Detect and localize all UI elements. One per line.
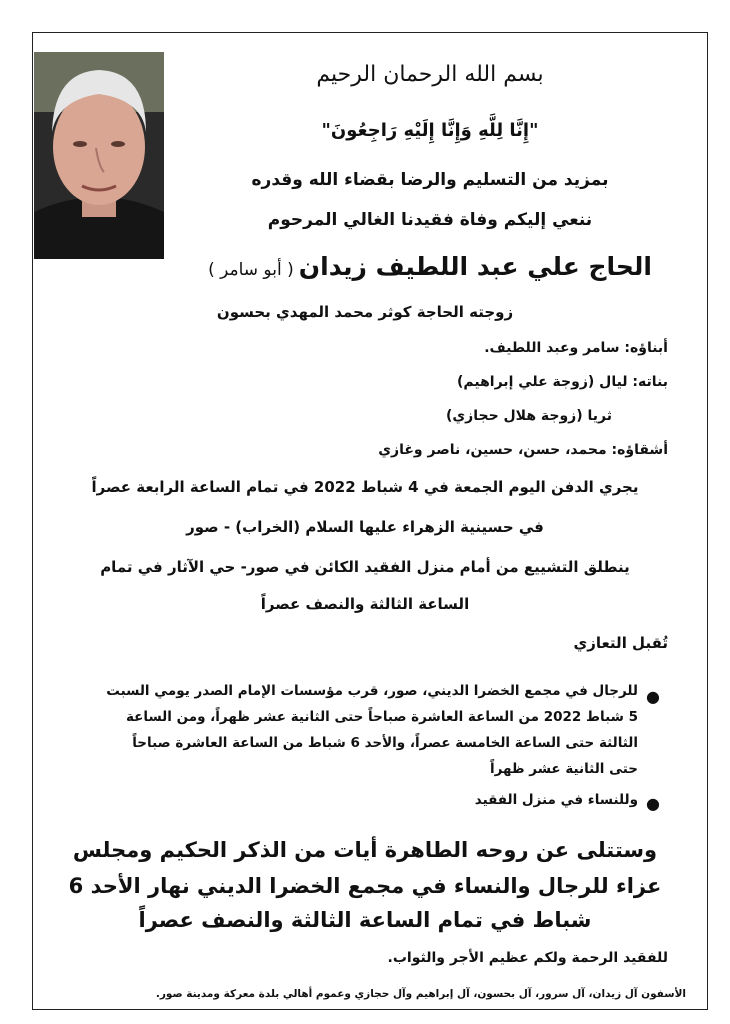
basmala: بسم الله الرحمان الرحيم xyxy=(316,62,544,87)
intro-line-1: بمزيد من التسليم والرضا بقضاء الله وقدره xyxy=(251,170,609,190)
brothers-line: أشقاؤه: محمد، حسن، حسين، ناصر وغازي xyxy=(378,442,668,458)
women-condolences-text: وللنساء في منزل الفقيد xyxy=(474,792,638,808)
majlis-line-3: شباط في تمام الساعة الثالثة والنصف عصراً xyxy=(138,908,592,932)
men-condolences-item xyxy=(78,678,660,782)
deceased-name: الحاج علي عبد اللطيف زيدان xyxy=(298,252,652,281)
quran-verse: "إِنَّا لِلَّهِ وَإِنَّا إِلَيْهِ رَاجِعُونَ" xyxy=(321,120,539,141)
closing-line: للفقيد الرحمة ولكم عظيم الأجر والثواب. xyxy=(387,950,668,966)
deceased-name-line xyxy=(170,252,690,281)
deceased-nickname: ( أبو سامر ) xyxy=(208,260,294,280)
intro-line-2: ننعي إليكم وفاة فقيدنا الغالي المرحوم xyxy=(267,210,593,230)
women-condolences-item xyxy=(78,792,660,813)
burial-line-1: يجري الدفن اليوم الجمعة في 4 شباط 2022 في تمام الساعة الرابعة عصراً xyxy=(91,478,639,496)
mourners-line: الأسفون آل زيدان، آل سرور، آل بحسون، آل إبراهيم وآل حجازي وعموم أهالي بلدة معركة ومدينة صور. xyxy=(155,988,686,1000)
men-condolences-line-4: حتى الثانية عشر ظهراً xyxy=(489,761,638,777)
burial-line-3: ينطلق التشييع من أمام منزل الفقيد الكائن في صور- حي الآثار في تمام xyxy=(100,558,630,576)
men-condolences-line-1: للرجال في مجمع الخضرا الديني، صور، قرب مؤسسات الإمام الصدر يومي السبت xyxy=(106,683,638,699)
daughters-line-2: ثريا (زوجة هلال حجازي) xyxy=(445,408,612,424)
daughters-line-1: بناته: ليال (زوجة علي إبراهيم) xyxy=(457,374,668,390)
portrait-image xyxy=(34,52,164,259)
men-condolences-line-3: الثالثة حتى الساعة الخامسة عصراً، والأحد 6 شباط من الساعة العاشرة صباحاً xyxy=(132,735,638,751)
majlis-line-2: عزاء للرجال والنساء في مجمع الخضرا الديني نهار الأحد 6 xyxy=(68,874,662,898)
men-condolences-line-2: 5 شباط 2022 من الساعة العاشرة صباحاً حتى الثانية عشر ظهراً، ومن الساعة xyxy=(125,709,638,725)
bullet-icon: ● xyxy=(646,687,660,706)
burial-line-4: الساعة الثالثة والنصف عصراً xyxy=(260,595,470,613)
wife-line: زوجته الحاجة كوثر محمد المهدي بحسون xyxy=(216,303,514,321)
condolences-title: تُقبل التعازي xyxy=(573,634,668,652)
portrait-photo xyxy=(34,52,164,259)
sons-line: أبناؤه: سامر وعبد اللطيف. xyxy=(484,340,668,356)
burial-line-2: في حسينية الزهراء عليها السلام (الخراب) - صور xyxy=(186,518,544,536)
majlis-line-1: وستتلى عن روحه الطاهرة أيات من الذكر الحكيم ومجلس xyxy=(72,838,658,862)
bullet-icon: ● xyxy=(646,794,660,813)
